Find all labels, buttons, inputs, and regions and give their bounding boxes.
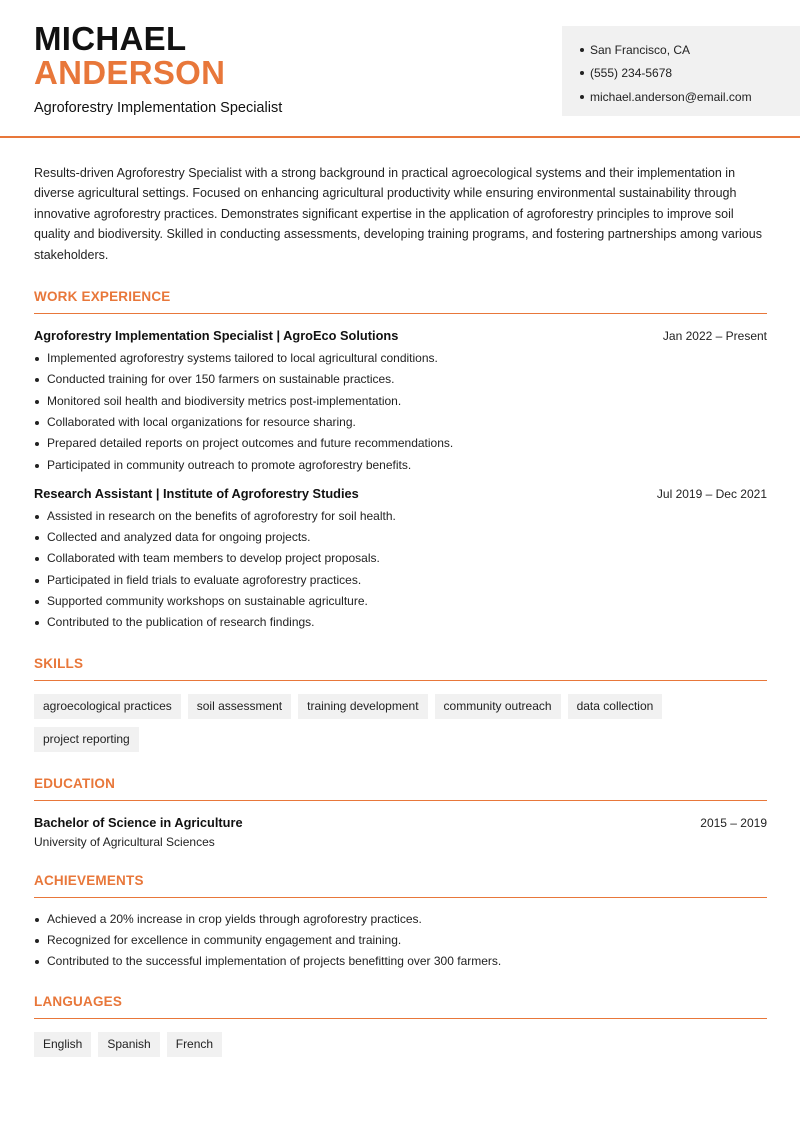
bullet-icon bbox=[580, 71, 584, 75]
resume-header bbox=[0, 0, 800, 138]
job-bullets bbox=[34, 506, 767, 634]
language-tag: English bbox=[34, 1032, 91, 1057]
achievements-list bbox=[34, 909, 767, 973]
list-item: Achieved a 20% increase in crop yields through agroforestry practices. bbox=[34, 909, 767, 930]
list-item: Collected and analyzed data for ongoing projects. bbox=[34, 527, 767, 548]
job-bullets bbox=[34, 348, 767, 476]
phone-text: (555) 234-5678 bbox=[590, 66, 673, 81]
candidate-name bbox=[34, 22, 225, 90]
skills-tags bbox=[34, 694, 767, 752]
location-text: San Francisco, CA bbox=[590, 42, 691, 57]
contact-box bbox=[562, 26, 800, 116]
skill-tag: soil assessment bbox=[188, 694, 291, 719]
skill-tag: training development bbox=[298, 694, 427, 719]
language-tag: Spanish bbox=[98, 1032, 159, 1057]
list-item: Prepared detailed reports on project outcomes and future recommendations. bbox=[34, 433, 767, 454]
list-item: Participated in community outreach to promote agroforestry benefits. bbox=[34, 455, 767, 476]
resume-body bbox=[34, 163, 767, 1057]
bullet-icon bbox=[580, 95, 584, 99]
school: University of Agricultural Sciences bbox=[34, 834, 215, 849]
section-title-achievements: ACHIEVEMENTS bbox=[34, 873, 767, 898]
list-item: Supported community workshops on sustainable agriculture. bbox=[34, 591, 767, 612]
job-entry bbox=[34, 328, 767, 476]
first-name: MICHAEL bbox=[34, 20, 187, 57]
section-title-work: WORK EXPERIENCE bbox=[34, 289, 767, 314]
work-experience-section bbox=[34, 289, 767, 634]
section-title-skills: SKILLS bbox=[34, 656, 767, 681]
list-item: Recognized for excellence in community engagement and training. bbox=[34, 930, 767, 951]
skill-tag: data collection bbox=[568, 694, 663, 719]
job-role: Agroforestry Implementation Specialist | AgroEco Solutions bbox=[34, 328, 399, 344]
list-item: Assisted in research on the benefits of agroforestry for soil health. bbox=[34, 506, 767, 527]
skill-tag: agroecological practices bbox=[34, 694, 181, 719]
job-dates: Jan 2022 – Present bbox=[662, 329, 767, 344]
list-item: Monitored soil health and biodiversity metrics post-implementation. bbox=[34, 391, 767, 412]
job-title: Agroforestry Implementation Specialist bbox=[34, 100, 283, 116]
skill-tag: project reporting bbox=[34, 727, 139, 752]
list-item: Collaborated with local organizations for resource sharing. bbox=[34, 412, 767, 433]
language-tag: French bbox=[167, 1032, 222, 1057]
bullet-icon bbox=[580, 48, 584, 52]
contact-location bbox=[580, 38, 800, 62]
education-section bbox=[34, 776, 767, 849]
skills-section bbox=[34, 656, 767, 752]
last-name: ANDERSON bbox=[34, 54, 226, 91]
contact-email bbox=[580, 85, 800, 109]
list-item: Contributed to the publication of research findings. bbox=[34, 612, 767, 633]
contact-phone bbox=[580, 62, 800, 86]
achievements-section bbox=[34, 873, 767, 973]
education-entry bbox=[34, 815, 767, 849]
education-years: 2015 – 2019 bbox=[700, 815, 767, 830]
section-title-education: EDUCATION bbox=[34, 776, 767, 801]
list-item: Contributed to the successful implementation of projects benefitting over 300 farmers. bbox=[34, 951, 767, 972]
job-entry bbox=[34, 486, 767, 634]
list-item: Conducted training for over 150 farmers on sustainable practices. bbox=[34, 369, 767, 390]
list-item: Participated in field trials to evaluate agroforestry practices. bbox=[34, 570, 767, 591]
skill-tag: community outreach bbox=[435, 694, 561, 719]
language-tags bbox=[34, 1032, 767, 1057]
section-title-languages: LANGUAGES bbox=[34, 994, 767, 1019]
list-item: Implemented agroforestry systems tailored to local agricultural conditions. bbox=[34, 348, 767, 369]
languages-section bbox=[34, 994, 767, 1057]
email-text: michael.anderson@email.com bbox=[590, 89, 752, 104]
summary-paragraph: Results-driven Agroforestry Specialist with a strong background in practical agroecological systems and their implementation in diverse agricultural settings. Focused on enhancing agricultural productivity while ensuring environmental sustainability through innovative agroforestry practices. Demonstrates significant expertise in the application of agroforestry principles to improve soil quality and biodiversity. Skilled in conducting assessments, developing training programs, and fostering partnerships among various stakeholders. bbox=[34, 166, 762, 262]
job-dates: Jul 2019 – Dec 2021 bbox=[656, 486, 767, 501]
degree: Bachelor of Science in Agriculture bbox=[34, 814, 243, 830]
list-item: Collaborated with team members to develop project proposals. bbox=[34, 548, 767, 569]
job-role: Research Assistant | Institute of Agroforestry Studies bbox=[34, 485, 359, 501]
